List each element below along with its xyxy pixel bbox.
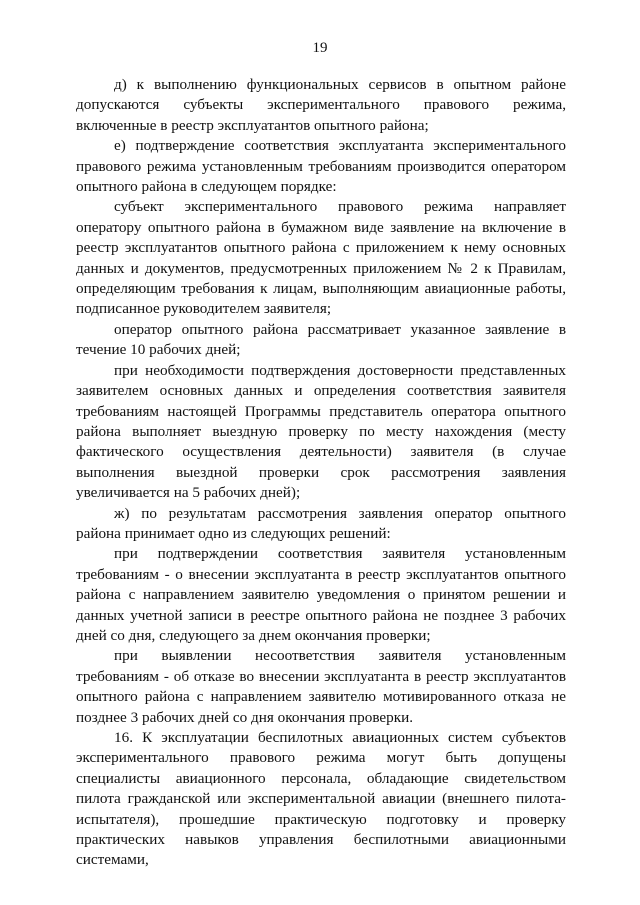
paragraph-d: д) к выполнению функциональных сервисов в опытном районе допускаются субъекты экспериментального правового режима, включенные в реестр эксплуатантов опытного района; xyxy=(76,76,566,134)
paragraph-approval: при подтверждении соответствия заявителя установленным требованиям - о внесении эксплуатанта в реестр эксплуатантов опытного района с направлением заявителю уведомления о принятом решении и данных учетной записи в реестре опытного района не позднее 3 рабочих дней со дня, следующего за днем окончания проверки; xyxy=(76,545,566,644)
paragraph-zh: ж) по результатам рассмотрения заявления оператор опытного района принимает одно из следующих решений: xyxy=(76,504,566,542)
paragraph-16: 16. К эксплуатации беспилотных авиационных систем субъектов экспериментального правового режима могут быть допущены специалисты авиационного персонала, обладающие свидетельством пилота гражданской или экспериментальной авиации (внешнего пилота-испытателя), прошедшие практическую подготовку и проверку практических навыков управления беспилотными авиационными системами, xyxy=(76,729,566,869)
paragraph-field-inspection: при необходимости подтверждения достоверности представленных заявителем основных данных и определения соответствия заявителя требованиям настоящей Программы представитель оператора опытного района выполняет выездную проверку по месту нахождения (месту фактического осуществления деятельности) заявителя (в случае выполнения выездной проверки срок рассмотрения заявления увеличивается на 5 рабочих дней); xyxy=(76,361,566,502)
paragraph-submission: субъект экспериментального правового режима направляет оператору опытного района в бумажном виде заявление на включение в реестр эксплуатантов опытного района с приложением к нему основных данных и документов, предусмотренных приложением № 2 к Правилам, определяющим требования к лицам, выполняющим авиационные работы, подписанное руководителем заявителя; xyxy=(76,198,566,318)
paragraph-review: оператор опытного района рассматривает указанное заявление в течение 10 рабочих дней; xyxy=(76,320,566,359)
page-number: 19 xyxy=(312,40,328,56)
document-body xyxy=(76,75,566,871)
paragraph-refusal: при выявлении несоответствия заявителя установленным требованиям - об отказе во внесении эксплуатанта в реестр эксплуатантов опытного района с направлением заявителю мотивированного отказа не позднее 3 рабочих дней со дня окончания проверки. xyxy=(76,647,566,726)
paragraph-e: е) подтверждение соответствия эксплуатанта экспериментального правового режима установленным требованиям производится оператором опытного района в следующем порядке: xyxy=(76,137,566,196)
